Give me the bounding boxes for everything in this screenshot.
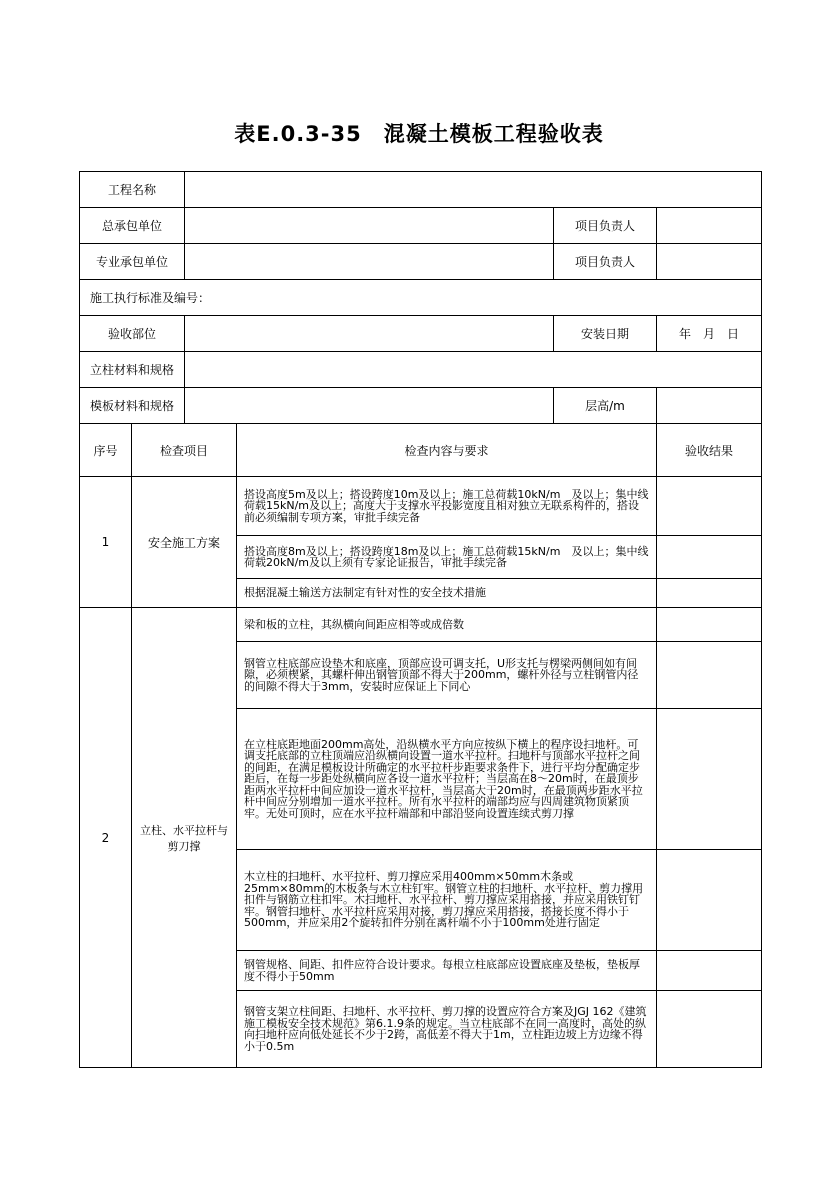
project-info-table	[79, 171, 762, 424]
result-cell[interactable]	[657, 951, 762, 991]
result-cell[interactable]	[657, 991, 762, 1068]
requirement-text: 在立柱底距地面200mm高处，沿纵横水平方向应按纵下横上的程序设扫地杆。可调支托底部的立柱顶端应沿纵横向设置一道水平拉杆。扫地杆与顶部水平拉杆之间的间距，在满足模板设计所确定的水平拉杆步距要求条件下，进行平均分配确定步距后，在每一步距处纵横向应各设一道水平拉杆；当层高在8～20m时，在最顶步距两水平拉杆中间应加设一道水平拉杆，当层高大于20m时，在最顶两步距水平拉杆中间应分别增加一道水平拉杆。所有水平拉杆的端部均应与四周建筑物顶紧顶牢。无处可顶时，应在水平拉杆端部和中部沿竖向设置连续式剪刀撑	[237, 709, 657, 850]
inspection-item: 安全施工方案	[132, 477, 237, 608]
table-row	[80, 477, 762, 536]
field-floor-height[interactable]	[657, 388, 762, 424]
field-project-lead[interactable]	[657, 208, 762, 244]
field-acceptance-part[interactable]	[185, 316, 554, 352]
requirement-text: 搭设高度8m及以上；搭设跨度18m及以上；施工总荷载15kN/m 及以上；集中线荷载20kN/m及以上须有专家论证报告，审批手续完备	[237, 536, 657, 579]
label-general-contractor: 总承包单位	[80, 208, 185, 244]
inspection-item: 立柱、水平拉杆与剪刀撑	[132, 608, 237, 1068]
result-cell[interactable]	[657, 642, 762, 709]
row-number: 2	[80, 608, 132, 1068]
field-general-contractor[interactable]	[185, 208, 554, 244]
field-formwork-material[interactable]	[185, 388, 554, 424]
label-project-name: 工程名称	[80, 172, 185, 208]
field-project-name[interactable]	[185, 172, 762, 208]
label-sub-project-lead: 项目负责人	[554, 244, 657, 280]
label-column-material: 立柱材料和规格	[80, 352, 185, 388]
field-column-material[interactable]	[185, 352, 762, 388]
result-cell[interactable]	[657, 608, 762, 642]
label-acceptance-part: 验收部位	[80, 316, 185, 352]
requirement-text: 钢管支架立柱间距、扫地杆、水平拉杆、剪刀撑的设置应符合方案及JGJ 162《建筑施工模板安全技术规范》第6.1.9条的规定。当立柱底部不在同一高度时，高处的纵向扫地杆应向低处延长不少于2跨，高低差不得大于1m，立柱距边坡上方边缘不得小于0.5m	[237, 991, 657, 1068]
requirement-text: 钢管规格、间距、扣件应符合设计要求。每根立柱底部应设置底座及垫板，垫板厚度不得小于50mm	[237, 951, 657, 991]
requirement-text: 木立柱的扫地杆、水平拉杆、剪刀撑应采用400mm×50mm木条或25mm×80mm的木板条与木立柱钉牢。钢管立柱的扫地杆、水平拉杆、剪力撑用扣件与钢筋立柱扣牢。木扫地杆、水平拉杆、剪刀撑应采用搭接，并应采用铁钉钉牢。钢管扫地杆、水平拉杆应采用对接，剪刀撑应采用搭接，搭接长度不得小于500mm，并应采用2个旋转扣件分别在离杆端不小于100mm处进行固定	[237, 850, 657, 951]
requirement-text: 钢管立柱底部应设垫木和底座，顶部应设可调支托，U形支托与楞梁两侧间如有间隙，必须楔紧，其螺杆伸出钢管顶部不得大于200mm，螺杆外径与立柱钢管内径的间隙不得大于3mm，安装时应保证上下同心	[237, 642, 657, 709]
requirement-text: 梁和板的立柱，其纵横向间距应相等或成倍数	[237, 608, 657, 642]
field-install-date[interactable]: 年 月 日	[657, 316, 762, 352]
result-cell[interactable]	[657, 579, 762, 608]
page-title: 表E.0.3-35 混凝土模板工程验收表	[234, 122, 604, 146]
label-standard: 施工执行标准及编号：	[80, 280, 762, 316]
col-header-content: 检查内容与要求	[237, 424, 657, 477]
col-header-item: 检查项目	[132, 424, 237, 477]
field-sub-project-lead[interactable]	[657, 244, 762, 280]
label-formwork-material: 模板材料和规格	[80, 388, 185, 424]
label-floor-height: 层高/m	[554, 388, 657, 424]
result-cell[interactable]	[657, 709, 762, 850]
col-header-result: 验收结果	[657, 424, 762, 477]
requirement-text: 根据混凝土输送方法制定有针对性的安全技术措施	[237, 579, 657, 608]
inspection-table	[79, 423, 762, 1068]
label-project-lead: 项目负责人	[554, 208, 657, 244]
label-sub-contractor: 专业承包单位	[80, 244, 185, 280]
row-number: 1	[80, 477, 132, 608]
result-cell[interactable]	[657, 536, 762, 579]
requirement-text: 搭设高度5m及以上；搭设跨度10m及以上；施工总荷载10kN/m 及以上；集中线荷载15kN/m及以上；高度大于支撑水平投影宽度且相对独立无联系构件的，搭设前必须编制专项方案，审批手续完备	[237, 477, 657, 536]
col-header-no: 序号	[80, 424, 132, 477]
table-row	[80, 608, 762, 642]
field-sub-contractor[interactable]	[185, 244, 554, 280]
result-cell[interactable]	[657, 477, 762, 536]
result-cell[interactable]	[657, 850, 762, 951]
label-install-date: 安装日期	[554, 316, 657, 352]
